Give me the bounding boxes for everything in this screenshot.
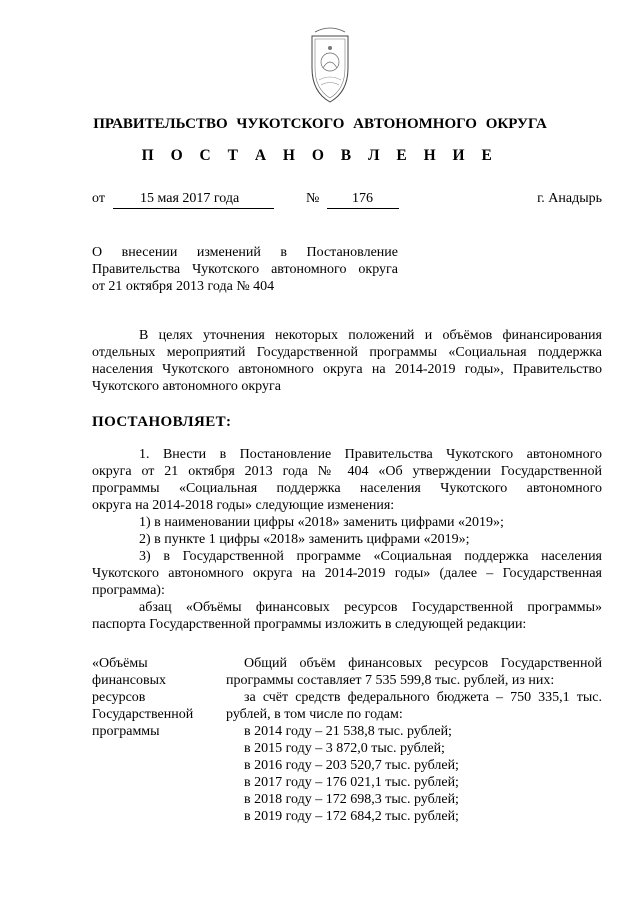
- value-line: в 2017 году – 176 021,1 тыс. рублей;: [244, 775, 459, 790]
- subject-line: Правительства Чукотского автономного округа: [92, 262, 398, 277]
- value-line: в 2016 году – 203 520,7 тыс. рублей;: [244, 758, 459, 773]
- decree-keyword: ПОСТАНОВЛЯЕТ:: [92, 414, 232, 430]
- label-line: «Объёмы: [92, 656, 148, 671]
- value-line: за счёт средств федерального бюджета – 750 335,1 тыс.: [244, 690, 602, 705]
- body-line: округа от 21 октября 2013 года № 404 «Об утверждении Государственной: [92, 464, 602, 479]
- government-name: ПРАВИТЕЛЬСТВО ЧУКОТСКОГО АВТОНОМНОГО ОКРУГА: [93, 116, 547, 132]
- body-line: 1) в наименовании цифры «2018» заменить цифрами «2019»;: [139, 515, 504, 530]
- preamble-line: населения Чукотского автономного округа на 2014-2019 годы», Правительство: [92, 362, 602, 377]
- value-line: в 2018 году – 172 698,3 тыс. рублей;: [244, 792, 459, 807]
- document-date: 15 мая 2017 года: [140, 191, 240, 206]
- funding-table-values: [226, 655, 602, 825]
- body-line: программа):: [92, 583, 165, 598]
- body-line: 3) в Государственной программе «Социальная поддержка населения: [139, 549, 602, 564]
- subject-line: О внесении изменений в Постановление: [92, 245, 398, 260]
- date-prefix: от: [92, 191, 105, 206]
- coat-of-arms-emblem: [307, 24, 353, 108]
- value-line: в 2015 году – 3 872,0 тыс. рублей;: [244, 741, 445, 756]
- label-line: Государственной: [92, 707, 194, 722]
- document-number: 176: [352, 191, 373, 206]
- number-label: №: [306, 191, 320, 206]
- resolution-body: [92, 446, 602, 633]
- body-line: абзац «Объёмы финансовых ресурсов Государственной программы»: [139, 600, 602, 615]
- body-line: 2) в пункте 1 цифры «2018» заменить цифрами «2019»;: [139, 532, 470, 547]
- label-line: финансовых: [92, 673, 166, 688]
- funding-table-label: [92, 655, 212, 740]
- body-line: программы «Социальная поддержка населения Чукотского автономного: [92, 481, 602, 496]
- body-line: округа на 2014-2018 годы» следующие изменения:: [92, 498, 395, 513]
- document-subject: [92, 244, 398, 295]
- number-underline: [327, 208, 399, 209]
- date-underline: [113, 208, 274, 209]
- preamble-line: В целях уточнения некоторых положений и объёмов финансирования: [139, 328, 602, 343]
- body-line: Чукотского автономного округа на 2014-2019 годы» (далее – Государственная: [92, 566, 602, 581]
- value-line: рублей, в том числе по годам:: [226, 707, 403, 722]
- city: г. Анадырь: [537, 191, 602, 206]
- preamble-line: Чукотского автономного округа: [92, 379, 281, 394]
- subject-line: от 21 октября 2013 года № 404: [92, 279, 275, 294]
- preamble-paragraph: [92, 327, 602, 395]
- value-line: Общий объём финансовых ресурсов Государственной: [244, 656, 602, 671]
- value-line: в 2014 году – 21 538,8 тыс. рублей;: [244, 724, 452, 739]
- label-line: программы: [92, 724, 160, 739]
- value-line: в 2019 году – 172 684,2 тыс. рублей;: [244, 809, 459, 824]
- body-line: паспорта Государственной программы изложить в следующей редакции:: [92, 617, 527, 632]
- body-line: 1. Внести в Постановление Правительства Чукотского автономного: [139, 447, 602, 462]
- document-type-title: П О С Т А Н О В Л Е Н И Е: [141, 147, 499, 164]
- label-line: ресурсов: [92, 690, 146, 705]
- value-line: программы составляет 7 535 599,8 тыс. рублей, из них:: [226, 673, 555, 688]
- preamble-line: отдельных мероприятий Государственной программы «Социальная поддержка: [92, 345, 602, 360]
